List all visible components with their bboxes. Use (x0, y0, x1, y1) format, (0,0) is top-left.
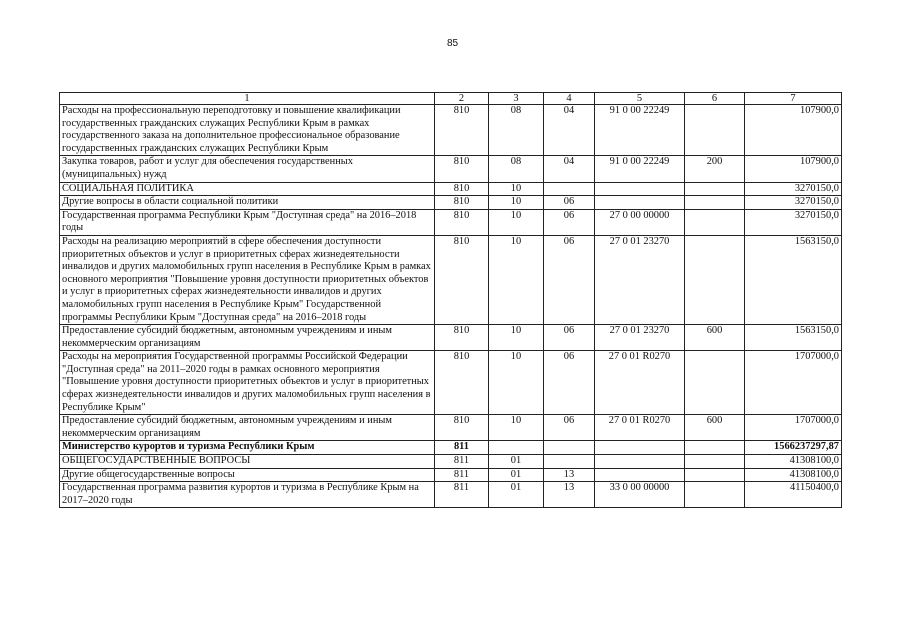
target-article-code: 27 0 01 R0270 (595, 351, 685, 415)
subsection-code: 06 (544, 235, 595, 324)
grbs-code: 810 (435, 196, 489, 210)
column-header: 2 (435, 93, 489, 105)
expense-type-code (685, 455, 745, 469)
amount: 1707000,0 (745, 351, 842, 415)
expense-type-code: 600 (685, 325, 745, 351)
column-header: 1 (60, 93, 435, 105)
table-row (60, 482, 842, 508)
table-row (60, 441, 842, 455)
section-code: 10 (489, 351, 544, 415)
table-row (60, 182, 842, 196)
section-code: 10 (489, 182, 544, 196)
expense-name: Расходы на профессиональную переподготовку и повышение квалификации государственных гражданских служащих Республики Крым в рамках государственного заказа на дополнительное профессиональное образование государственных гражданских служащих Республики Крым (60, 105, 435, 156)
section-code: 10 (489, 196, 544, 210)
expense-name: Другие вопросы в области социальной политики (60, 196, 435, 210)
target-article-code (595, 196, 685, 210)
subsection-code (544, 182, 595, 196)
expense-type-code: 600 (685, 415, 745, 441)
amount: 1566237297,87 (745, 441, 842, 455)
amount: 107900,0 (745, 105, 842, 156)
section-code: 08 (489, 156, 544, 182)
table-row (60, 209, 842, 235)
target-article-code (595, 455, 685, 469)
expense-type-code (685, 182, 745, 196)
subsection-code: 04 (544, 156, 595, 182)
expense-name: Предоставление субсидий бюджетным, автономным учреждениям и иным некоммерческим организациям (60, 325, 435, 351)
expense-name: СОЦИАЛЬНАЯ ПОЛИТИКА (60, 182, 435, 196)
section-code: 01 (489, 468, 544, 482)
expense-type-code (685, 441, 745, 455)
target-article-code (595, 182, 685, 196)
target-article-code: 91 0 00 22249 (595, 105, 685, 156)
expense-type-code (685, 196, 745, 210)
table-row (60, 455, 842, 469)
expense-type-code (685, 209, 745, 235)
target-article-code: 27 0 01 23270 (595, 235, 685, 324)
expense-name: Предоставление субсидий бюджетным, автономным учреждениям и иным некоммерческим организациям (60, 415, 435, 441)
expense-name: ОБЩЕГОСУДАРСТВЕННЫЕ ВОПРОСЫ (60, 455, 435, 469)
amount: 1563150,0 (745, 325, 842, 351)
expense-type-code (685, 235, 745, 324)
amount: 3270150,0 (745, 209, 842, 235)
header-row (60, 93, 842, 105)
subsection-code: 13 (544, 468, 595, 482)
expense-type-code (685, 482, 745, 508)
section-code (489, 441, 544, 455)
amount: 41308100,0 (745, 455, 842, 469)
expense-name: Министерство курортов и туризма Республики Крым (60, 441, 435, 455)
subsection-code: 04 (544, 105, 595, 156)
grbs-code: 810 (435, 209, 489, 235)
column-header: 3 (489, 93, 544, 105)
table-row (60, 105, 842, 156)
grbs-code: 811 (435, 482, 489, 508)
expense-name: Государственная программа развития курортов и туризма в Республике Крым на 2017–2020 годы (60, 482, 435, 508)
amount: 107900,0 (745, 156, 842, 182)
subsection-code (544, 441, 595, 455)
expense-type-code (685, 105, 745, 156)
budget-table (59, 92, 842, 508)
subsection-code: 06 (544, 351, 595, 415)
expense-name: Государственная программа Республики Крым "Доступная среда" на 2016–2018 годы (60, 209, 435, 235)
grbs-code: 810 (435, 325, 489, 351)
subsection-code: 13 (544, 482, 595, 508)
column-header: 5 (595, 93, 685, 105)
amount: 41308100,0 (745, 468, 842, 482)
grbs-code: 811 (435, 468, 489, 482)
expense-name: Расходы на реализацию мероприятий в сфере обеспечения доступности приоритетных объектов и услуг в приоритетных сферах жизнедеятельности инвалидов и других маломобильных групп населения в Республике Крым в рамках основного мероприятия "Повышение уровня доступности приоритетных объектов и услуг в приоритетных сферах жизнедеятельности инвалидов и других маломобильных групп населения в Республике Крым" Государственной программы Республики Крым "Доступная среда" на 2016–2018 годы (60, 235, 435, 324)
column-header: 7 (745, 93, 842, 105)
target-article-code (595, 441, 685, 455)
subsection-code: 06 (544, 325, 595, 351)
subsection-code: 06 (544, 196, 595, 210)
page-number: 85 (446, 38, 459, 49)
column-header: 6 (685, 93, 745, 105)
target-article-code: 27 0 01 23270 (595, 325, 685, 351)
section-code: 01 (489, 455, 544, 469)
amount: 1707000,0 (745, 415, 842, 441)
amount: 41150400,0 (745, 482, 842, 508)
grbs-code: 810 (435, 156, 489, 182)
section-code: 10 (489, 209, 544, 235)
amount: 3270150,0 (745, 182, 842, 196)
target-article-code: 33 0 00 00000 (595, 482, 685, 508)
expense-type-code: 200 (685, 156, 745, 182)
table-row (60, 351, 842, 415)
subsection-code: 06 (544, 415, 595, 441)
grbs-code: 810 (435, 182, 489, 196)
table-row (60, 235, 842, 324)
expense-name: Другие общегосударственные вопросы (60, 468, 435, 482)
section-code: 08 (489, 105, 544, 156)
expense-type-code (685, 351, 745, 415)
subsection-code: 06 (544, 209, 595, 235)
table-row (60, 156, 842, 182)
subsection-code (544, 455, 595, 469)
section-code: 10 (489, 235, 544, 324)
table-row (60, 468, 842, 482)
grbs-code: 810 (435, 351, 489, 415)
target-article-code: 27 0 01 R0270 (595, 415, 685, 441)
target-article-code: 91 0 00 22249 (595, 156, 685, 182)
table-row (60, 196, 842, 210)
section-code: 01 (489, 482, 544, 508)
section-code: 10 (489, 415, 544, 441)
target-article-code (595, 468, 685, 482)
table-row (60, 325, 842, 351)
grbs-code: 810 (435, 235, 489, 324)
grbs-code: 811 (435, 455, 489, 469)
amount: 3270150,0 (745, 196, 842, 210)
table-row (60, 415, 842, 441)
grbs-code: 810 (435, 415, 489, 441)
column-header: 4 (544, 93, 595, 105)
amount: 1563150,0 (745, 235, 842, 324)
expense-type-code (685, 468, 745, 482)
target-article-code: 27 0 00 00000 (595, 209, 685, 235)
grbs-code: 810 (435, 105, 489, 156)
expense-name: Закупка товаров, работ и услуг для обеспечения государственных (муниципальных) нужд (60, 156, 435, 182)
section-code: 10 (489, 325, 544, 351)
expense-name: Расходы на мероприятия Государственной программы Российской Федерации "Доступная среда" на 2011–2020 годы в рамках основного мероприятия "Повышение уровня доступности приоритетных объектов и услуг в приоритетных сферах жизнедеятельности инвалидов и других маломобильных групп населения в Республике Крым" (60, 351, 435, 415)
grbs-code: 811 (435, 441, 489, 455)
